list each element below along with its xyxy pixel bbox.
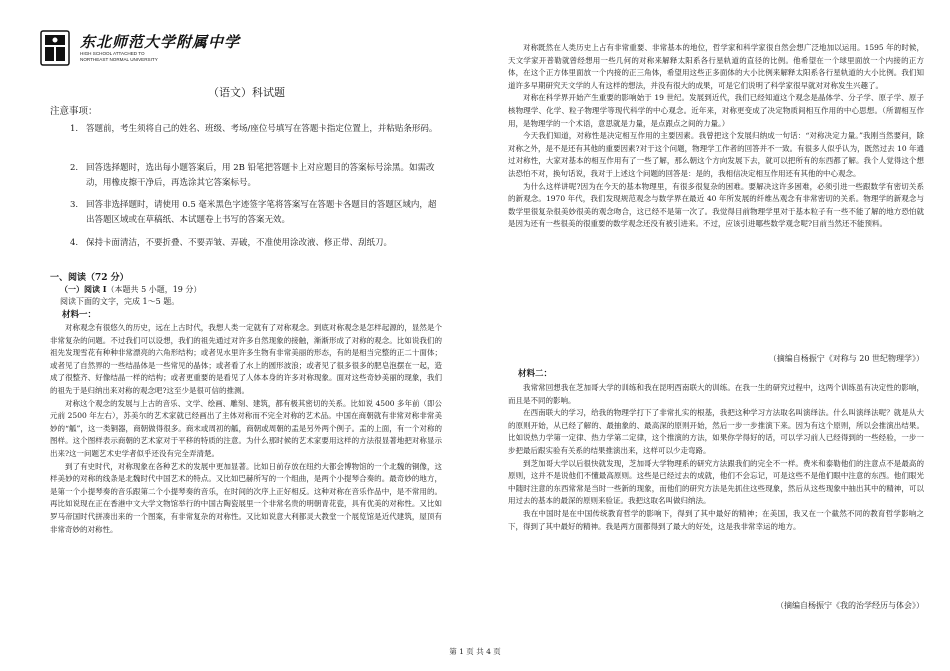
paragraph: 我在中国时是在中国传统教育哲学的影响下，得到了其中最好的精神；在美国，我又在一个截然不同的教育哲学影响之下，得到了其中最好的精神。我是两方面都得到了最大的好处，这是我非常幸运的地方。 xyxy=(508,508,924,531)
section-title: 一、阅读（72 分） xyxy=(50,273,129,283)
paragraph: 在西南联大的学习，给我的物理学打下了非常扎实的根基，我把这种学习方法取名叫演绎法。什么叫演绎法呢？就是从大的原则开始，从已经了解的、最抽象的、最高深的原则开始，然后一步一步推演下来。因为有这个原则，所以会推演出结果。比如说热力学第一定律、热力学第二定律，这个推演的方法，如果你学得好的话，可以学习前人已经得到的一些经验，一步一步把最后跟实验有关系的结果推演出来，这样可以少走弯路。 xyxy=(508,408,924,455)
notice-item xyxy=(70,198,442,228)
paragraph: 对称在科学界开始产生重要的影响始于 19 世纪。发展到近代，我们已经知道这个观念是晶体学、分子学、原子学、原子核物理学、化学、粒子物理学等现代科学的中心观念。近年来，对称更变成了决定物质间相互作用的中心思想。（所谓相互作用，是物理学的一个术语，意思就是力量，是点跟点之间的力量。） xyxy=(508,93,924,128)
school-logo xyxy=(40,30,241,70)
page-footer: 第 1 页 共 4 页 xyxy=(449,647,501,656)
notice-item-text: 回答选择题时，选出每小题答案后，用 2B 铅笔把答题卡上对应题目的答案标号涂黑。如需改动，用橡皮擦干净后，再选涂其它答案标号。 xyxy=(86,163,435,188)
notice-item xyxy=(70,122,442,137)
exam-title: （语文）科试题 xyxy=(208,86,285,99)
school-name: 东北师范大学附属中学 xyxy=(80,33,241,51)
school-name-en: HIGH SCHOOL ATTACHED TO NORTHEAST NORMAL UNIVERSITY xyxy=(80,51,158,62)
reading-instruction: 阅读下面的文字，完成 1～5 题。 xyxy=(60,297,180,306)
subsection-name: （一）阅读 I xyxy=(60,284,107,294)
paragraph: 对称观念有很悠久的历史，远在上古时代，我想人类一定就有了对称观念。到底对称观念是怎样起源的，显然是个非常复杂的问题。不过我们可以设想，我们的祖先通过对许多自然现象的接触，渐渐形成了对称的观念。比如说我们的祖先发现雪花有种种非常漂亮的六角形结构；或者见水里许多生物有非常美丽的形态，有的是相当完整的正二十面体；或者见了自然界的一些结晶体是一些常见的晶体；或者看了水上的圆形波浪；或者见了很多很多的肥皂泡摆在一起，造成了很整齐、好像结晶一样的结构；或者更重要的是看见了人体本身的许多对称现象。面对这些奇妙美丽的现象，我们的祖先于是归纳出来对称的观念吧?这至少是很可信的推测。 xyxy=(50,323,442,395)
paragraph: 今天我们知道，对称性是决定相互作用的主要因素。我曾把这个发展归纳成一句话：“对称决定力量。”我刚当然要问，除对称之外，是不是还有其他的重要因素?对于这个问题，物理学工作者的回答并不一致。有很多人似乎认为，既然过去 10 年通过对称性，大家对基本的相互作用有了一些了解，那么朝这个方向发展下去，就可以把所有的东西都了解。我个人觉得这个想法恐怕不对，换句话说，我对于上述这个问题的回答是：是的，我相信决定相互作用还有其他的中心观念。 xyxy=(508,131,924,178)
paragraph: 到了有史时代，对称现象在各种艺术的发展中更加显著。比如日前存放在纽约大都会博物馆的一个北魏的铜像，这样美妙的对称的线条是北魏时代中国艺术的特点。又比如巴赫所写的一个组曲，是两个小提琴合奏的。最奇妙的地方，是第一个小提琴奏的音乐跟第二个小提琴奏的音乐，在时间的次序上正好相反。这种对称在音乐作品中，是不常用的。再比如说现在正在香港中文大学文物馆举行的中国古陶瓷展里一个非常名贵的明朝青花瓷，具有优美的对称性。又比如罗马帝国时代拼凑出来的一个图案，有非常复杂的对称性。又比如说意大利都灵大教堂一个展览馆是近代建筑，屋顶有非常奇妙的对称性。 xyxy=(50,461,442,534)
notice-item-text: 保持卡面清洁，不要折叠、不要弄皱、弄破，不准使用涂改液、修正带、刮纸刀。 xyxy=(86,238,393,248)
notice-item-text: 回答非选择题时，请使用 0.5 毫米黑色字迹签字笔将答案写在答题卡各题目的答题区域内，超出答题区域或在草稿纸、本试题卷上书写的答案无效。 xyxy=(86,200,437,225)
paragraph: 为什么这样讲呢?因为在今天的基本物理里，有很多很复杂的困难。要解决这许多困难，必须引进一些跟数学有密切关系的新观念。1970 年代，我们发现规范观念与数学界在最近 40 年所发展的纤维丛观念有非常密切的关系。物理学的新观念与数学里很复杂很美妙很美的观念吻合，这已经不是第一次了。我觉得目前物理学里对于基本粒子有一些不能了解的地方恐怕就是因为还有一些很美的很重要的数学观念还没有被引进来。不过，应该引进哪些数学观念呢?目前当然还不能预料。 xyxy=(508,181,924,229)
material-one-label: 材料一： xyxy=(62,310,97,320)
notice-item-number: 4. xyxy=(70,238,79,248)
source-citation: （摘编自杨振宁《对称与 20 世纪物理学》） xyxy=(768,354,924,363)
material-two-label: 材料二： xyxy=(518,369,553,379)
paragraph: 对称这个观念的发展与上古的音乐、文学、绘画、雕刻、建筑，都有极其密切的关系。比如说 4500 多年前（即公元前 2500 年左右），苏美尔的艺术家就已经画出了主体对称而不完全对称的艺术品。中国在商朝就有非常对称非常美妙的“觚”，这一类铜器，商朝做得很多。商末或周初的觚，商朝或周朝的盂是另外两个例子。盂的上面，有一个对称的图样。这个图样表示商朝的艺术家对于平移的特质的注意。为什么那时候的艺术家要用这样的方法很显著地把对称显示出来?这一问题艺术史学者似乎还没有完全弄清楚。 xyxy=(50,398,442,458)
school-seal-icon xyxy=(40,30,70,66)
material-one-continued xyxy=(508,42,924,231)
paragraph: 我常常回想我在芝加哥大学的训练和我在昆明西南联大的训练。在我一生的研究过程中，这两个训练虽有决定性的影响，而且是不同的影响。 xyxy=(508,383,924,405)
notice-item-number: 3. xyxy=(70,200,79,210)
paragraph: 到芝加哥大学以后很快就发现，芝加哥大学物理系的研究方法跟我们的完全不一样。费米和泰勒他们的注意点不是最高的原则，这并不是说他们不懂最高原则。这些是已经过去的成就，他们不会忘记，可是这些不是他们眼中注意的东西。他们眼光中随时注意的东西常常是当时一些新的现象，而他们的研究方法是先抓住这些现象，然后从这些现象中抽出其中的精神，可以用过去的基本的最深的原则来验证。我把这取名叫做归纳法。 xyxy=(508,458,924,506)
subsection-title xyxy=(60,284,201,295)
notice-item-text: 答题前，考生须将自己的姓名、班级、考场/座位号填写在答题卡指定位置上，并粘贴条形码。 xyxy=(86,124,438,134)
notice-heading: 注意事项： xyxy=(50,106,98,117)
subsection-note: （本题共 5 小题，19 分） xyxy=(106,285,202,294)
notice-item-number: 1. xyxy=(70,124,79,134)
paragraph: 对称既然在人类历史上占有非常重要、非常基本的地位，哲学家和科学家很自然会想广泛地加以运用。1595 年的时候，天文学家开普勒就曾经想用一些几何的对称来解释太阳系各行星轨道的直径的比例。他希望在一个球里面放一个内接的正方体，在这个正方体里面放一个内接的正三角体，希望用这些正多面体的大小比例来解释太阳系各行星轨道的大小比例。我们知道许多早期研究天文学的人有这样的想法，并没有很大的成果，可是它们说明了科学家很早就对对称发生兴趣了。 xyxy=(508,43,924,90)
notice-item-number: 2. xyxy=(70,163,79,173)
material-two-body xyxy=(508,382,924,533)
material-one-body xyxy=(50,322,442,536)
notice-item xyxy=(70,161,442,191)
source-citation: （摘编自杨振宁《我的治学经历与体会》） xyxy=(776,601,924,610)
notice-item xyxy=(70,236,442,251)
